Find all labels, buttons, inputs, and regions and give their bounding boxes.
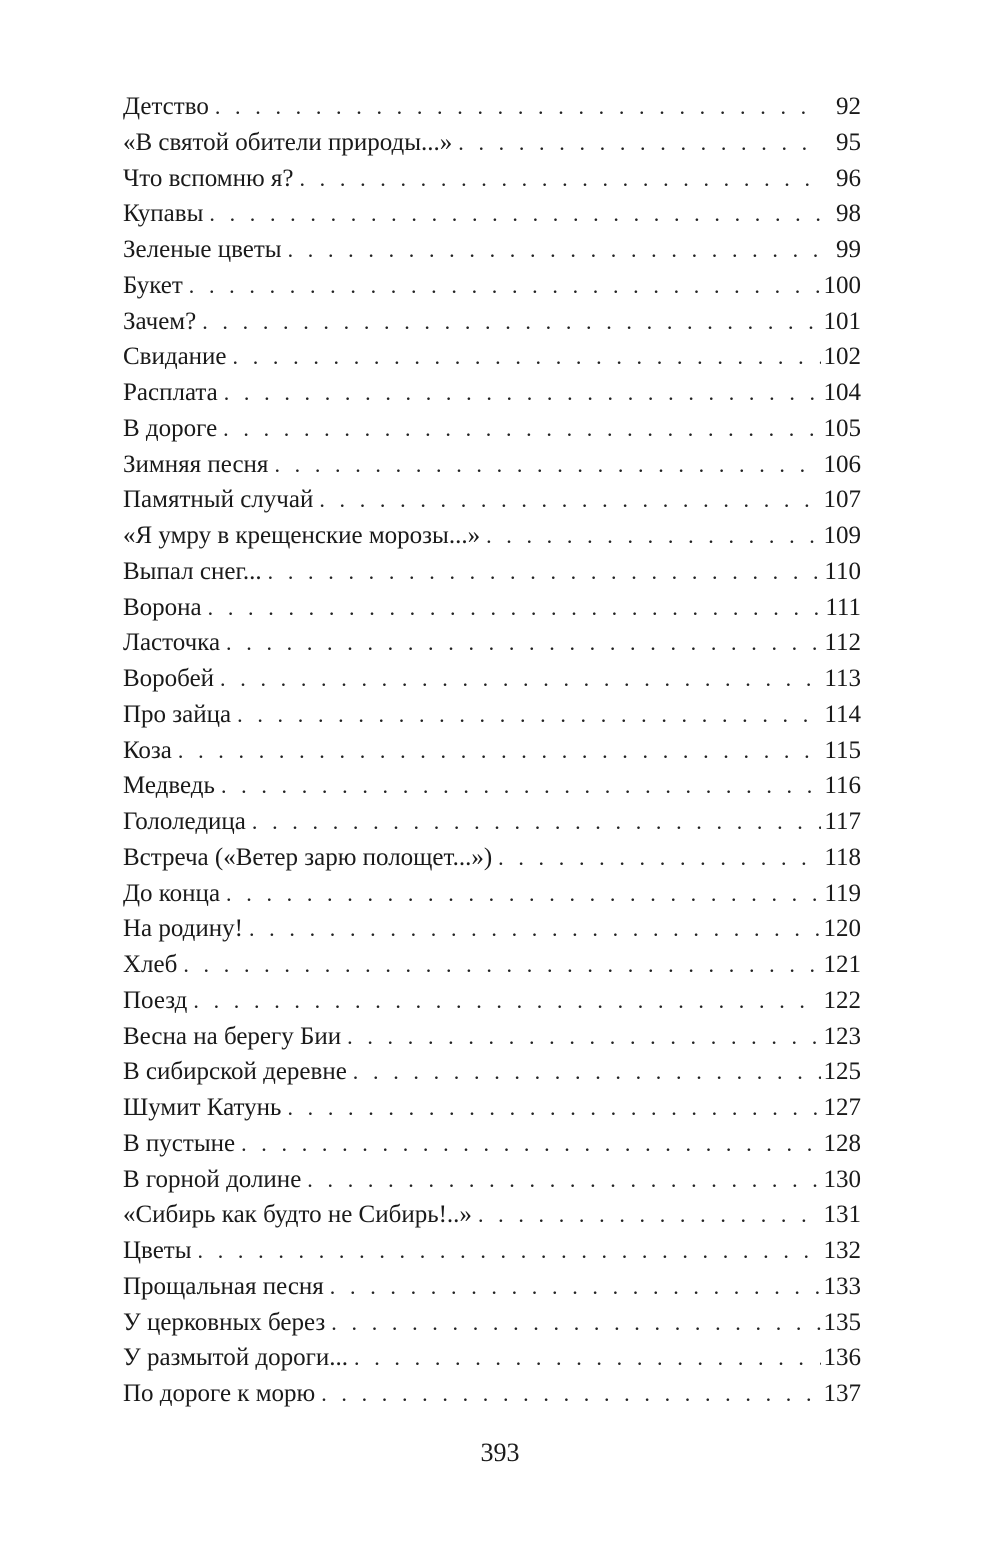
toc-entry-title: Хлеб — [123, 951, 178, 978]
toc-entry-title: Свидание — [123, 343, 227, 371]
toc-entry — [123, 482, 861, 518]
toc-entry-page-number: 130 — [823, 1165, 861, 1193]
toc-entry-title: Расплата — [123, 379, 218, 406]
toc-entry — [123, 89, 861, 125]
dot-leader — [331, 1305, 821, 1341]
toc-entry — [123, 339, 861, 375]
dot-leader — [321, 1376, 821, 1412]
dot-leader — [215, 89, 821, 125]
toc-entry-title: В дороге — [123, 414, 218, 442]
dot-leader — [233, 339, 821, 375]
toc-entry-page-number: 112 — [824, 629, 861, 657]
dot-leader — [249, 911, 821, 947]
toc-entry-page-number: 109 — [823, 522, 861, 549]
toc-entry-title: До конца — [123, 879, 221, 907]
toc-entry — [123, 590, 861, 626]
toc-entry-page-number: 115 — [824, 736, 861, 764]
toc-entry-page-number: 133 — [823, 1272, 861, 1300]
toc-entry — [123, 304, 861, 340]
dot-leader — [299, 161, 821, 197]
toc-entry-title: Ласточка — [123, 629, 221, 657]
toc-entry-title: Букет — [123, 271, 183, 299]
dot-leader — [226, 625, 821, 661]
dot-leader — [189, 268, 821, 304]
dot-leader — [198, 1233, 821, 1269]
toc-entry-page-number: 136 — [823, 1344, 861, 1372]
dot-leader — [223, 411, 821, 447]
dot-leader — [252, 804, 821, 840]
toc-entry-page-number: 102 — [823, 343, 861, 371]
dot-leader — [221, 768, 821, 804]
toc-entry-title: «Я умру в крещенские морозы...» — [123, 522, 481, 549]
toc-entry — [123, 268, 861, 304]
dot-leader — [178, 733, 821, 769]
toc-entry-title: В пустыне — [123, 1129, 236, 1157]
toc-entry-title: Зачем? — [123, 307, 197, 335]
toc-entry-title: Шумит Катунь — [123, 1094, 282, 1121]
toc-entry-page-number: 135 — [823, 1308, 861, 1336]
dot-leader — [209, 196, 821, 232]
toc-entry-page-number: 107 — [823, 486, 861, 514]
toc-entry — [123, 411, 861, 447]
toc-entry-title: «Сибирь как будто не Сибирь!..» — [123, 1201, 472, 1229]
toc-entry-page-number: 122 — [823, 986, 861, 1014]
dot-leader — [202, 304, 821, 340]
toc-entry — [123, 161, 861, 197]
toc-entry-page-number: 117 — [824, 808, 861, 835]
toc-entry-title: Зеленые цветы — [123, 236, 282, 263]
toc-entry-page-number: 92 — [836, 93, 861, 120]
dot-leader — [274, 447, 821, 483]
toc-entry-title: Весна на берегу Бии — [123, 1022, 342, 1050]
toc-entry-title: Коза — [123, 736, 172, 764]
toc-entry — [123, 733, 861, 769]
toc-entry-title: Прощальная песня — [123, 1272, 324, 1300]
dot-leader — [478, 1197, 821, 1233]
toc-entry — [123, 232, 861, 268]
dot-leader — [486, 518, 821, 554]
toc-entry-title: Гололедица — [123, 808, 246, 835]
toc-entry — [123, 1233, 861, 1269]
table-of-contents — [123, 89, 861, 1412]
dot-leader — [268, 554, 821, 590]
toc-entry-page-number: 96 — [836, 164, 861, 192]
toc-entry — [123, 768, 861, 804]
toc-entry-page-number: 114 — [824, 700, 861, 728]
toc-entry — [123, 1019, 861, 1055]
toc-entry-title: У церковных берез — [123, 1308, 326, 1336]
toc-entry-title: Про зайца — [123, 700, 232, 728]
toc-entry-page-number: 101 — [823, 307, 861, 335]
toc-entry-page-number: 127 — [823, 1094, 861, 1121]
toc-entry — [123, 625, 861, 661]
toc-entry — [123, 911, 861, 947]
toc-entry-title: Воробей — [123, 665, 215, 692]
toc-entry-page-number: 95 — [836, 128, 861, 156]
toc-entry-title: Поезд — [123, 986, 188, 1014]
toc-entry — [123, 375, 861, 411]
toc-entry-title: На родину! — [123, 915, 243, 943]
toc-entry-title: Что вспомню я? — [123, 164, 294, 192]
toc-entry — [123, 876, 861, 912]
toc-entry-title: Встреча («Ветер зарю полощет...») — [123, 843, 493, 871]
toc-entry — [123, 804, 861, 840]
toc-entry-title: В сибирской деревне — [123, 1058, 347, 1086]
toc-entry — [123, 840, 861, 876]
toc-entry-page-number: 106 — [823, 450, 861, 478]
toc-entry-title: Купавы — [123, 200, 204, 228]
toc-entry-title: В горной долине — [123, 1165, 302, 1193]
dot-leader — [498, 840, 821, 876]
dot-leader — [353, 1054, 821, 1090]
dot-leader — [193, 983, 821, 1019]
dot-leader — [226, 876, 821, 912]
toc-entry-page-number: 123 — [823, 1022, 861, 1050]
toc-entry — [123, 1090, 861, 1126]
dot-leader — [288, 232, 821, 268]
toc-entry — [123, 697, 861, 733]
dot-leader — [307, 1162, 821, 1198]
toc-entry-title: Цветы — [123, 1237, 192, 1264]
toc-entry — [123, 1197, 861, 1233]
toc-entry — [123, 1376, 861, 1412]
dot-leader — [347, 1019, 821, 1055]
toc-entry-page-number: 125 — [823, 1058, 861, 1086]
dot-leader — [237, 697, 821, 733]
toc-entry-title: По дороге к морю — [123, 1380, 316, 1407]
dot-leader — [319, 482, 821, 518]
toc-entry — [123, 661, 861, 697]
toc-entry-title: «В святой обители природы...» — [123, 128, 453, 156]
toc-entry — [123, 1305, 861, 1341]
toc-entry — [123, 1162, 861, 1198]
toc-entry-page-number: 128 — [823, 1129, 861, 1157]
toc-entry-page-number: 119 — [824, 879, 861, 907]
toc-entry — [123, 125, 861, 161]
toc-entry-page-number: 104 — [823, 379, 861, 406]
toc-entry-title: Ворона — [123, 593, 202, 621]
dot-leader — [183, 947, 821, 983]
toc-entry-title: Зимняя песня — [123, 450, 269, 478]
dot-leader — [330, 1269, 821, 1305]
toc-entry-page-number: 111 — [825, 593, 861, 621]
dot-leader — [287, 1090, 821, 1126]
toc-entry — [123, 1054, 861, 1090]
toc-entry-page-number: 137 — [823, 1380, 861, 1407]
toc-entry — [123, 983, 861, 1019]
toc-entry-page-number: 121 — [823, 951, 861, 978]
toc-entry-page-number: 100 — [823, 271, 861, 299]
dot-leader — [354, 1340, 821, 1376]
dot-leader — [220, 661, 821, 697]
toc-entry-page-number: 98 — [836, 200, 861, 228]
toc-entry — [123, 1269, 861, 1305]
toc-entry-page-number: 116 — [824, 772, 861, 800]
toc-entry — [123, 196, 861, 232]
toc-entry — [123, 1126, 861, 1162]
toc-entry-page-number: 131 — [823, 1201, 861, 1229]
toc-entry-title: Выпал снег... — [123, 557, 262, 585]
toc-entry-page-number: 118 — [824, 843, 861, 871]
dot-leader — [241, 1126, 821, 1162]
toc-entry-page-number: 113 — [824, 665, 861, 692]
toc-entry-page-number: 105 — [823, 414, 861, 442]
toc-entry — [123, 447, 861, 483]
toc-entry-page-number: 132 — [823, 1237, 861, 1264]
dot-leader — [458, 125, 821, 161]
dot-leader — [208, 590, 821, 626]
toc-entry-title: Медведь — [123, 772, 215, 800]
toc-entry-title: Памятный случай — [123, 486, 314, 514]
toc-entry-title: Детство — [123, 93, 209, 120]
toc-entry-page-number: 110 — [824, 557, 861, 585]
toc-entry — [123, 1340, 861, 1376]
toc-entry — [123, 947, 861, 983]
toc-entry-page-number: 99 — [836, 236, 861, 263]
page-number: 393 — [480, 1438, 520, 1467]
dot-leader — [224, 375, 821, 411]
toc-entry-page-number: 120 — [823, 915, 861, 943]
toc-entry — [123, 554, 861, 590]
toc-entry — [123, 518, 861, 554]
toc-entry-title: У размытой дороги... — [123, 1344, 349, 1372]
